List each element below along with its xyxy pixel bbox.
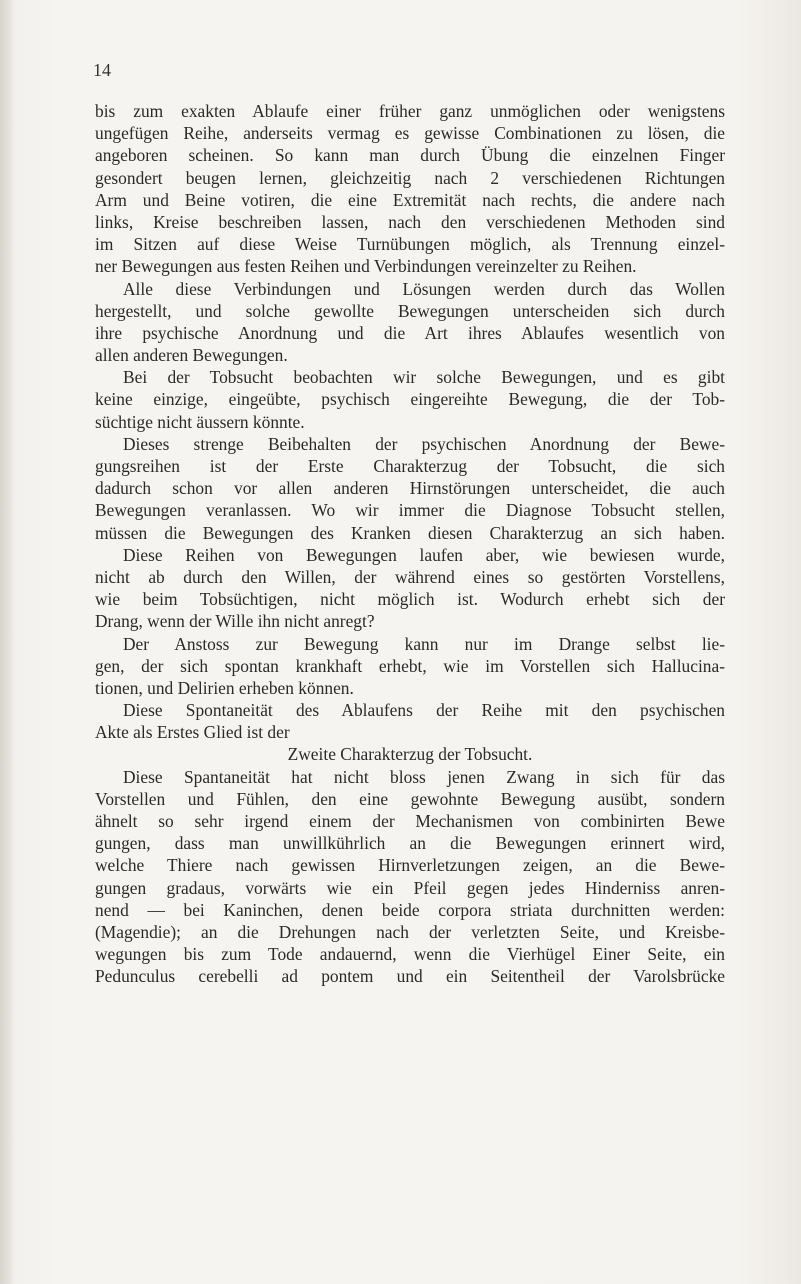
text-line: nicht ab durch den Willen, der während eines so gestörten Vorstellens,	[95, 566, 725, 587]
text-line: links, Kreise beschreiben lassen, nach den verschiedenen Methoden sind	[95, 211, 725, 232]
text-line: Dieses strenge Beibehalten der psychischen Anordnung der Bewe-	[123, 433, 725, 454]
text-line: Pedunculus cerebelli ad pontem und ein Seitentheil der Varolsbrücke	[95, 966, 725, 987]
text-line: ihre psychische Anordnung und die Art ihres Ablaufes wesentlich von	[95, 322, 725, 343]
text-line: (Magendie); an die Drehungen nach der verletzten Seite, und Kreisbe-	[95, 921, 725, 942]
text-line: tionen, und Delirien erheben können.	[95, 677, 354, 698]
text-line: gen, der sich spontan krankhaft erhebt, wie im Vorstellen sich Hallucina-	[95, 655, 725, 676]
text-line: Zweite Charakterzug der Tobsucht.	[287, 744, 533, 765]
text-line: ungefügen Reihe, anderseits vermag es gewisse Combinationen zu lösen, die	[95, 123, 725, 144]
text-line: Arm und Beine votiren, die eine Extremität nach rechts, die andere nach	[95, 189, 725, 210]
text-line: bis zum exakten Ablaufe einer früher ganz unmöglichen oder wenigstens	[95, 101, 725, 121]
text-line: gesondert beugen lernen, gleichzeitig nach 2 verschiedenen Richtungen	[95, 167, 725, 188]
text-line: ner Bewegungen aus festen Reihen und Verbindungen vereinzelter zu Reihen.	[95, 256, 637, 277]
text-line: süchtige nicht äussern könnte.	[95, 411, 305, 432]
body-text	[95, 100, 725, 988]
text-line: Drang, wenn der Wille ihn nicht anregt?	[95, 611, 375, 632]
text-line: keine einzige, eingeübte, psychisch eingereihte Bewegung, die der Tob-	[95, 389, 725, 410]
text-line: wegungen bis zum Tode andauernd, wenn die Vierhügel Einer Seite, ein	[95, 944, 725, 965]
text-line: gungsreihen ist der Erste Charakterzug der Tobsucht, die sich	[95, 456, 725, 476]
page-number: 14	[93, 60, 111, 80]
text-line: gungen, dass man unwillkührlich an die Bewegungen erinnert wird,	[95, 833, 725, 854]
text-line: müssen die Bewegungen des Kranken diesen Charakterzug an sich haben.	[95, 522, 725, 543]
text-line: ähnelt so sehr irgend einem der Mechanismen von combinirten Bewe	[95, 811, 725, 831]
text-line: welche Thiere nach gewissen Hirnverletzungen zeigen, an die Bewe-	[95, 855, 725, 876]
text-line: Diese Spantaneität hat nicht bloss jenen Zwang in sich für das	[123, 766, 725, 787]
text-line: Diese Reihen von Bewegungen laufen aber, wie bewiesen wurde,	[123, 544, 725, 565]
text-line: dadurch schon vor allen anderen Hirnstörungen unterscheidet, die auch	[95, 478, 725, 499]
text-line: wie beim Tobsüchtigen, nicht möglich ist. Wodurch erhebt sich der	[95, 589, 725, 610]
text-line: im Sitzen auf diese Weise Turnübungen möglich, als Trennung einzel-	[95, 234, 725, 255]
text-line: Vorstellen und Fühlen, den eine gewohnte Bewegung ausübt, sondern	[95, 788, 725, 809]
text-line: hergestellt, und solche gewollte Bewegungen unterscheiden sich durch	[95, 300, 725, 321]
text-line: Diese Spontaneität des Ablaufens der Reihe mit den psychischen	[123, 700, 725, 721]
text-line: Der Anstoss zur Bewegung kann nur im Drange selbst lie-	[123, 633, 725, 654]
text-line: Akte als Erstes Glied ist der	[95, 722, 290, 743]
text-line: Alle diese Verbindungen und Lösungen werden durch das Wollen	[123, 278, 725, 299]
text-line: Bei der Tobsucht beobachten wir solche Bewegungen, und es gibt	[123, 367, 725, 388]
text-line: Bewegungen veranlassen. Wo wir immer die Diagnose Tobsucht stellen,	[95, 500, 725, 521]
text-line: allen anderen Bewegungen.	[95, 345, 288, 366]
text-line: angeboren scheinen. So kann man durch Übung die einzelnen Finger	[95, 145, 725, 166]
binding-shadow	[0, 0, 14, 1284]
text-line: gungen gradaus, vorwärts wie ein Pfeil gegen jedes Hinderniss anren-	[95, 877, 725, 898]
text-line: nend — bei Kaninchen, denen beide corpora striata durchnitten werden:	[95, 899, 725, 920]
